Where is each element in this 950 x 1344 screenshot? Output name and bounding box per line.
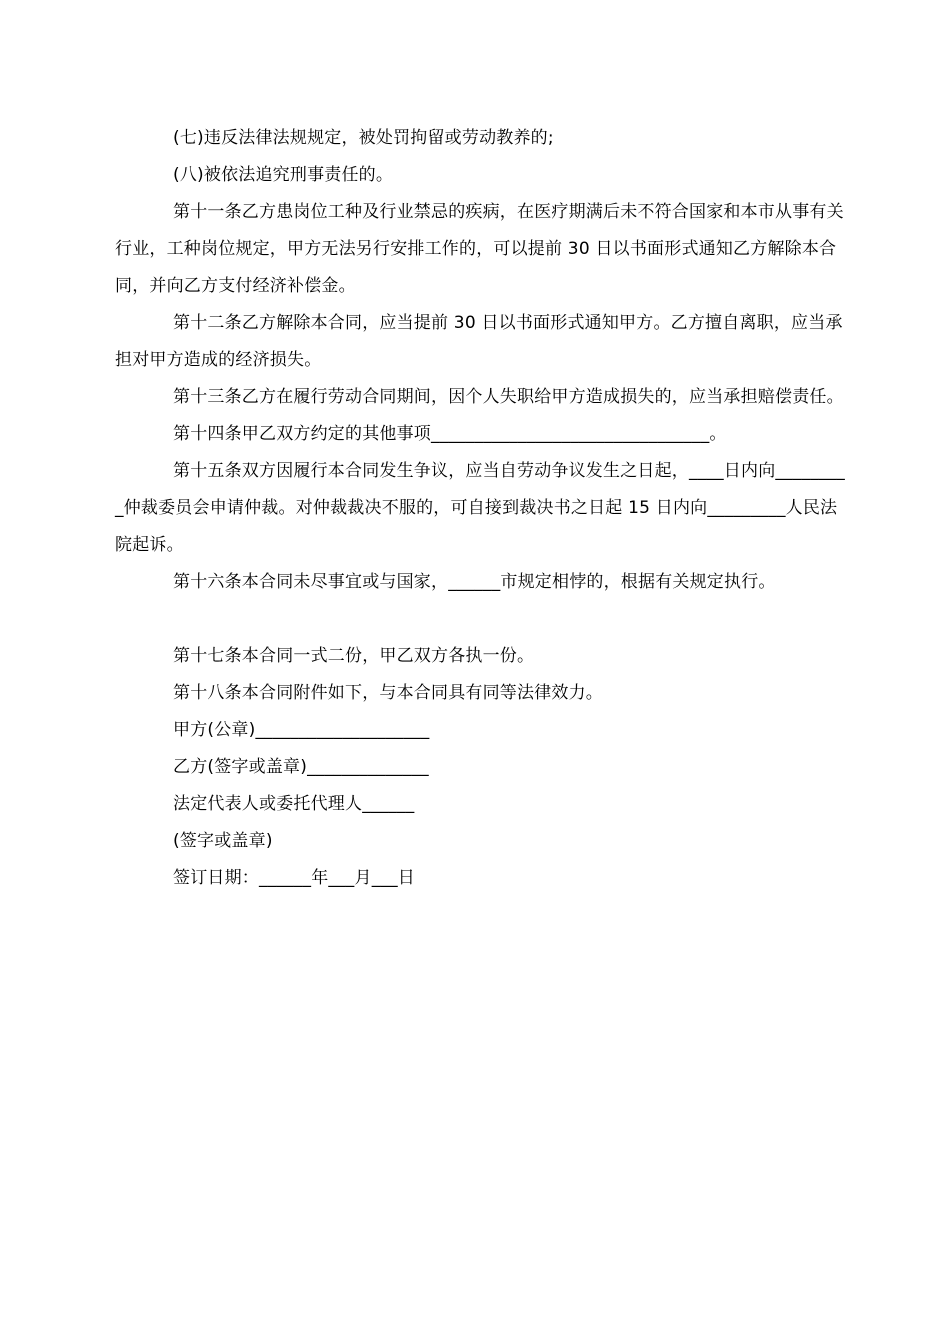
paragraph-gap [115,601,850,638]
signing-date-line: 签订日期：______年___月___日 [173,868,415,888]
article-16-paragraph: 第十六条本合同未尽事宜或与国家，______市规定相悖的，根据有关规定执行。 [173,572,776,592]
article-14-paragraph: 第十四条甲乙双方约定的其他事项________________________________。 [173,424,727,444]
article-11-paragraph: 第十一条乙方患岗位工种及行业禁忌的疾病，在医疗期满后未不符合国家和本市从事有关行业，工种岗位规定，甲方无法另行安排工作的，可以提前 30 日以书面形式通知乙方解除本合同，并向乙方支付经济补偿金。 [115,202,844,296]
article-18-paragraph: 第十八条本合同附件如下，与本合同具有同等法律效力。 [173,683,603,703]
signature-note: (签字或盖章) [173,831,273,851]
party-a-signature-line: 甲方(公章)____________________ [173,720,430,740]
article-15-paragraph: 第十五条双方因履行本合同发生争议，应当自劳动争议发生之日起，____日内向_________仲裁委员会申请仲裁。对仲裁裁决不服的，可自接到裁决书之日起 15 日内向_________人民法院起诉。 [115,461,845,555]
party-b-signature-line: 乙方(签字或盖章)______________ [173,757,429,777]
clause-item-7: (七)违反法律法规规定，被处罚拘留或劳动教养的; [173,128,554,148]
article-17-paragraph: 第十七条本合同一式二份，甲乙双方各执一份。 [173,646,535,666]
article-12-paragraph: 第十二条乙方解除本合同，应当提前 30 日以书面形式通知甲方。乙方擅自离职，应当承担对甲方造成的经济损失。 [115,313,843,370]
article-13-paragraph: 第十三条乙方在履行劳动合同期间，因个人失职给甲方造成损失的，应当承担赔偿责任。 [173,387,844,407]
document-body [115,120,850,897]
clause-item-8: (八)被依法追究刑事责任的。 [173,165,394,185]
legal-representative-line: 法定代表人或委托代理人______ [173,794,415,814]
